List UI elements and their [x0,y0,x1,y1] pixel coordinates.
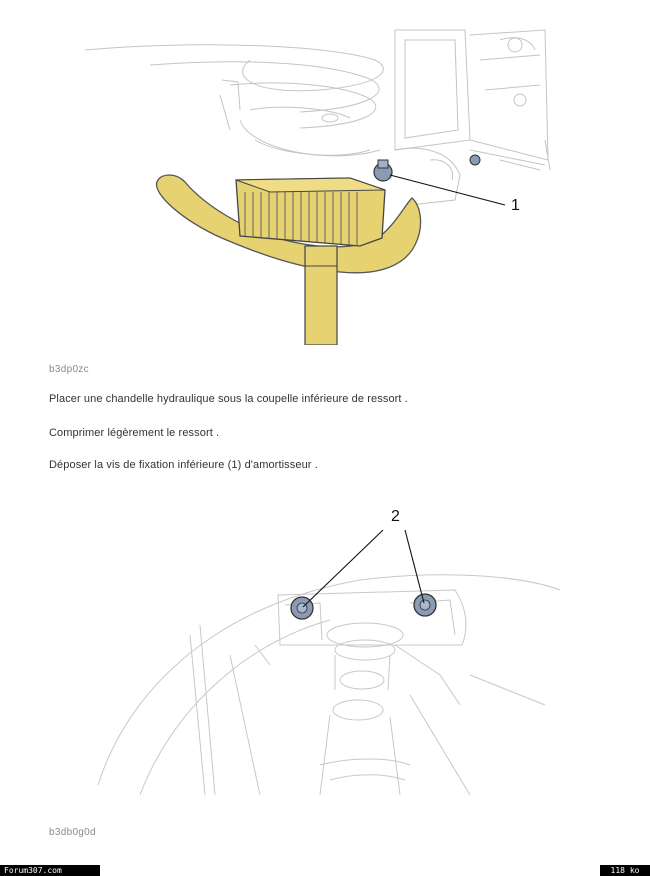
figure-2-code: b3db0g0d [49,827,96,838]
figure-1-code: b3dp0zc [49,364,89,375]
bolt-2-right-icon [414,594,436,616]
figure-upper-mount-bolts [0,495,650,815]
figure-jack-under-spring-cup [0,0,650,345]
jack-knurled-block [236,178,385,246]
watermark-site-bar: Forum307.com [0,865,100,876]
callout-label-1: 1 [511,197,520,214]
instruction-step-3: Déposer la vis de fixation inférieure (1) d'amortisseur . [49,459,318,471]
instruction-step-2: Comprimer légèrement le ressort . [49,427,220,439]
bolt-1-icon [374,160,392,181]
instruction-step-1: Placer une chandelle hydraulique sous la coupelle inférieure de ressort . [49,393,408,405]
callout-label-2: 2 [391,508,400,525]
file-size-bar: 118 ko [600,865,650,876]
